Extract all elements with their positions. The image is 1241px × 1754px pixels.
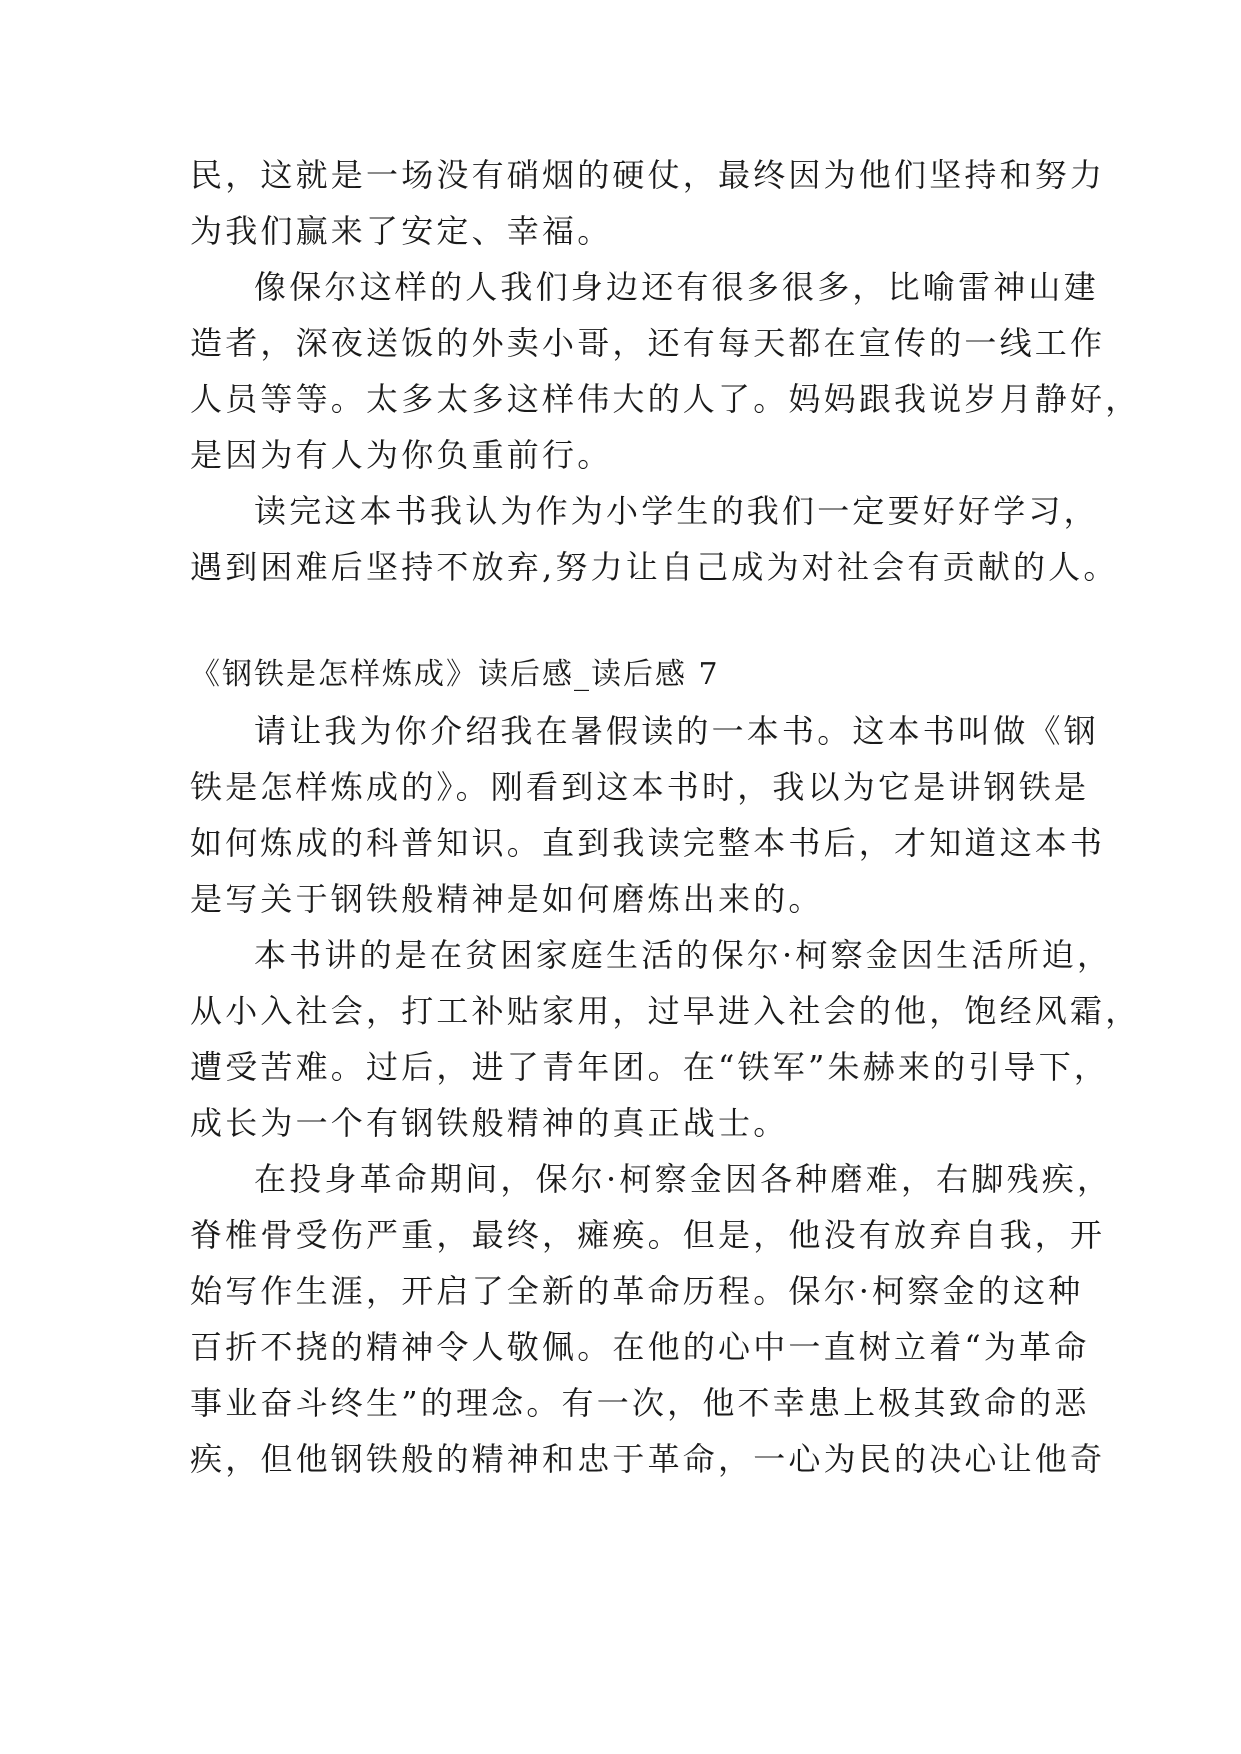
- paragraph-line: 读完这本书我认为作为小学生的我们一定要好好学习，: [254, 492, 1099, 530]
- paragraph-line: 疾，但他钢铁般的精神和忠于革命，一心为民的决心让他奇: [190, 1440, 1106, 1478]
- paragraph-line: 如何炼成的科普知识。直到我读完整本书后，才知道这本书: [190, 824, 1106, 862]
- paragraph-line: 造者，深夜送饭的外卖小哥，还有每天都在宣传的一线工作: [190, 324, 1106, 362]
- paragraph-line: 在投身革命期间，保尔·柯察金因各种磨难，右脚残疾，: [254, 1160, 1113, 1198]
- paragraph-line: 从小入社会，打工补贴家用，过早进入社会的他，饱经风霜，: [190, 992, 1141, 1030]
- paragraph-line: 遭受苦难。过后，进了青年团。在“铁军”朱赫来的引导下，: [190, 1048, 1110, 1086]
- paragraph-line: 像保尔这样的人我们身边还有很多很多，比喻雷神山建: [254, 268, 1099, 306]
- paragraph-line: 始写作生涯，开启了全新的革命历程。保尔·柯察金的这种: [190, 1272, 1084, 1310]
- paragraph-line: 事业奋斗终生”的理念。有一次，他不幸患上极其致命的恶: [190, 1384, 1090, 1422]
- paragraph-line: 本书讲的是在贫困家庭生活的保尔·柯察金因生活所迫，: [254, 936, 1113, 974]
- paragraph-line: 民，这就是一场没有硝烟的硬仗，最终因为他们坚持和努力: [190, 156, 1106, 194]
- paragraph-line: 请让我为你介绍我在暑假读的一本书。这本书叫做《钢: [254, 712, 1099, 750]
- paragraph-line: 是写关于钢铁般精神是如何磨炼出来的。: [190, 880, 824, 918]
- paragraph-line: 铁是怎样炼成的》。刚看到这本书时，我以为它是讲钢铁是: [190, 768, 1090, 806]
- paragraph-line: 人员等等。太多太多这样伟大的人了。妈妈跟我说岁月静好，: [190, 380, 1141, 418]
- section-heading: 《钢铁是怎样炼成》读后感_读后感 7: [190, 657, 720, 692]
- paragraph-line: 脊椎骨受伤严重，最终，瘫痪。但是，他没有放弃自我，开: [190, 1216, 1106, 1254]
- paragraph-line: 成长为一个有钢铁般精神的真正战士。: [190, 1104, 789, 1142]
- paragraph-line: 遇到困难后坚持不放弃,努力让自己成为对社会有贡献的人。: [190, 548, 1119, 586]
- paragraph-line: 是因为有人为你负重前行。: [190, 436, 613, 474]
- paragraph-line: 百折不挠的精神令人敬佩。在他的心中一直树立着“为革命: [190, 1328, 1090, 1366]
- paragraph-line: 为我们赢来了安定、幸福。: [190, 212, 613, 250]
